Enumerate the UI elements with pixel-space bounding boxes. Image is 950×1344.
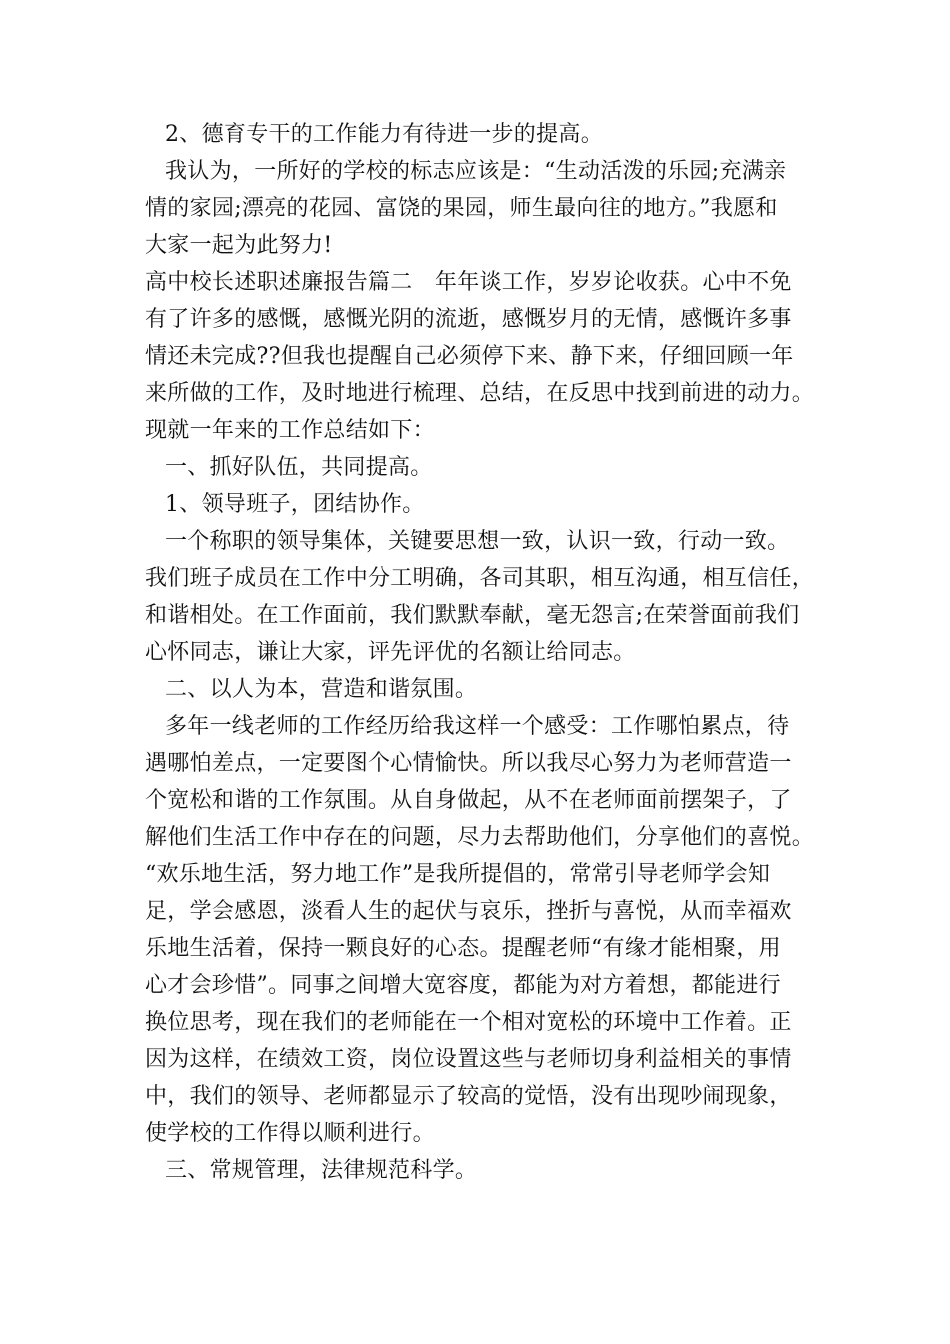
text-line: 心怀同志，谦让大家，评先评优的名额让给同志。 xyxy=(145,640,636,665)
text-line: 使学校的工作得以顺利进行。 xyxy=(145,1121,435,1146)
section-heading-2 xyxy=(145,671,825,708)
text-line: 2、德育专干的工作能力有待进一步的提高。 xyxy=(165,122,603,147)
paragraph-report-intro xyxy=(145,264,825,449)
text-line: 心才会珍惜”。同事之间增大宽容度，都能为对方着想，都能进行 xyxy=(145,973,781,998)
text-line: 1、领导班子，团结协作。 xyxy=(165,492,425,517)
text-line: 一个称职的领导集体，关键要思想一致，认识一致，行动一致。 xyxy=(165,529,790,554)
paragraph-school-ideal xyxy=(145,153,825,264)
subsection-heading-1 xyxy=(145,486,825,523)
document-body xyxy=(145,116,825,1189)
text-line: 高中校长述职述廉报告篇二 年年谈工作，岁岁论收获。心中不免 xyxy=(145,270,792,295)
text-line: 因为这样，在绩效工资，岗位设置这些与老师切身利益相关的事情 xyxy=(145,1047,792,1072)
text-line: 乐地生活着，保持一颗良好的心态。提醒老师“有缘才能相聚，用 xyxy=(145,936,781,961)
paragraph-leadership xyxy=(145,523,825,671)
text-line: 解他们生活工作中存在的问题，尽力去帮助他们，分享他们的喜悦。 xyxy=(145,825,815,850)
text-line: 二、以人为本，营造和谐氛围。 xyxy=(165,677,478,702)
text-line: 情的家园;漂亮的花园、富饶的果园，师生最向往的地方。”我愿和 xyxy=(145,196,778,221)
text-line: 足，学会感恩，淡看人生的起伏与哀乐，挫折与喜悦，从而幸福欢 xyxy=(145,899,792,924)
text-line: “欢乐地生活，努力地工作”是我所提倡的，常常引导老师学会知 xyxy=(145,862,771,887)
text-line: 大家一起为此努力! xyxy=(145,233,333,258)
text-line: 和谐相处。在工作面前，我们默默奉献，毫无怨言;在荣誉面前我们 xyxy=(145,603,800,628)
text-line: 多年一线老师的工作经历给我这样一个感受：工作哪怕累点，待 xyxy=(165,714,790,739)
text-line: 一、抓好队伍，共同提高。 xyxy=(165,455,433,480)
text-line: 有了许多的感慨，感慨光阴的流逝，感慨岁月的无情，感慨许多事 xyxy=(145,307,792,332)
text-line: 情还未完成??但我也提醒自己必须停下来、静下来，仔细回顾一年 xyxy=(145,344,794,369)
text-line: 我们班子成员在工作中分工明确，各司其职，相互沟通，相互信任， xyxy=(145,566,815,591)
paragraph-item-2 xyxy=(145,116,825,153)
text-line: 我认为，一所好的学校的标志应该是：“生动活泼的乐园;充满亲 xyxy=(165,159,787,184)
text-line: 三、常规管理，法律规范科学。 xyxy=(165,1158,478,1183)
paragraph-harmony xyxy=(145,708,825,1152)
section-heading-1 xyxy=(145,449,825,486)
text-line: 换位思考，现在我们的老师能在一个相对宽松的环境中工作着。正 xyxy=(145,1010,792,1035)
text-line: 遇哪怕差点，一定要图个心情愉快。所以我尽心努力为老师营造一 xyxy=(145,751,792,776)
section-heading-3 xyxy=(145,1152,825,1189)
text-line: 来所做的工作，及时地进行梳理、总结，在反思中找到前进的动力。 xyxy=(145,381,815,406)
text-line: 中，我们的领导、老师都显示了较高的觉悟，没有出现吵闹现象， xyxy=(145,1084,792,1109)
text-line: 现就一年来的工作总结如下： xyxy=(145,418,435,443)
text-line: 个宽松和谐的工作氛围。从自身做起，从不在老师面前摆架子，了 xyxy=(145,788,792,813)
